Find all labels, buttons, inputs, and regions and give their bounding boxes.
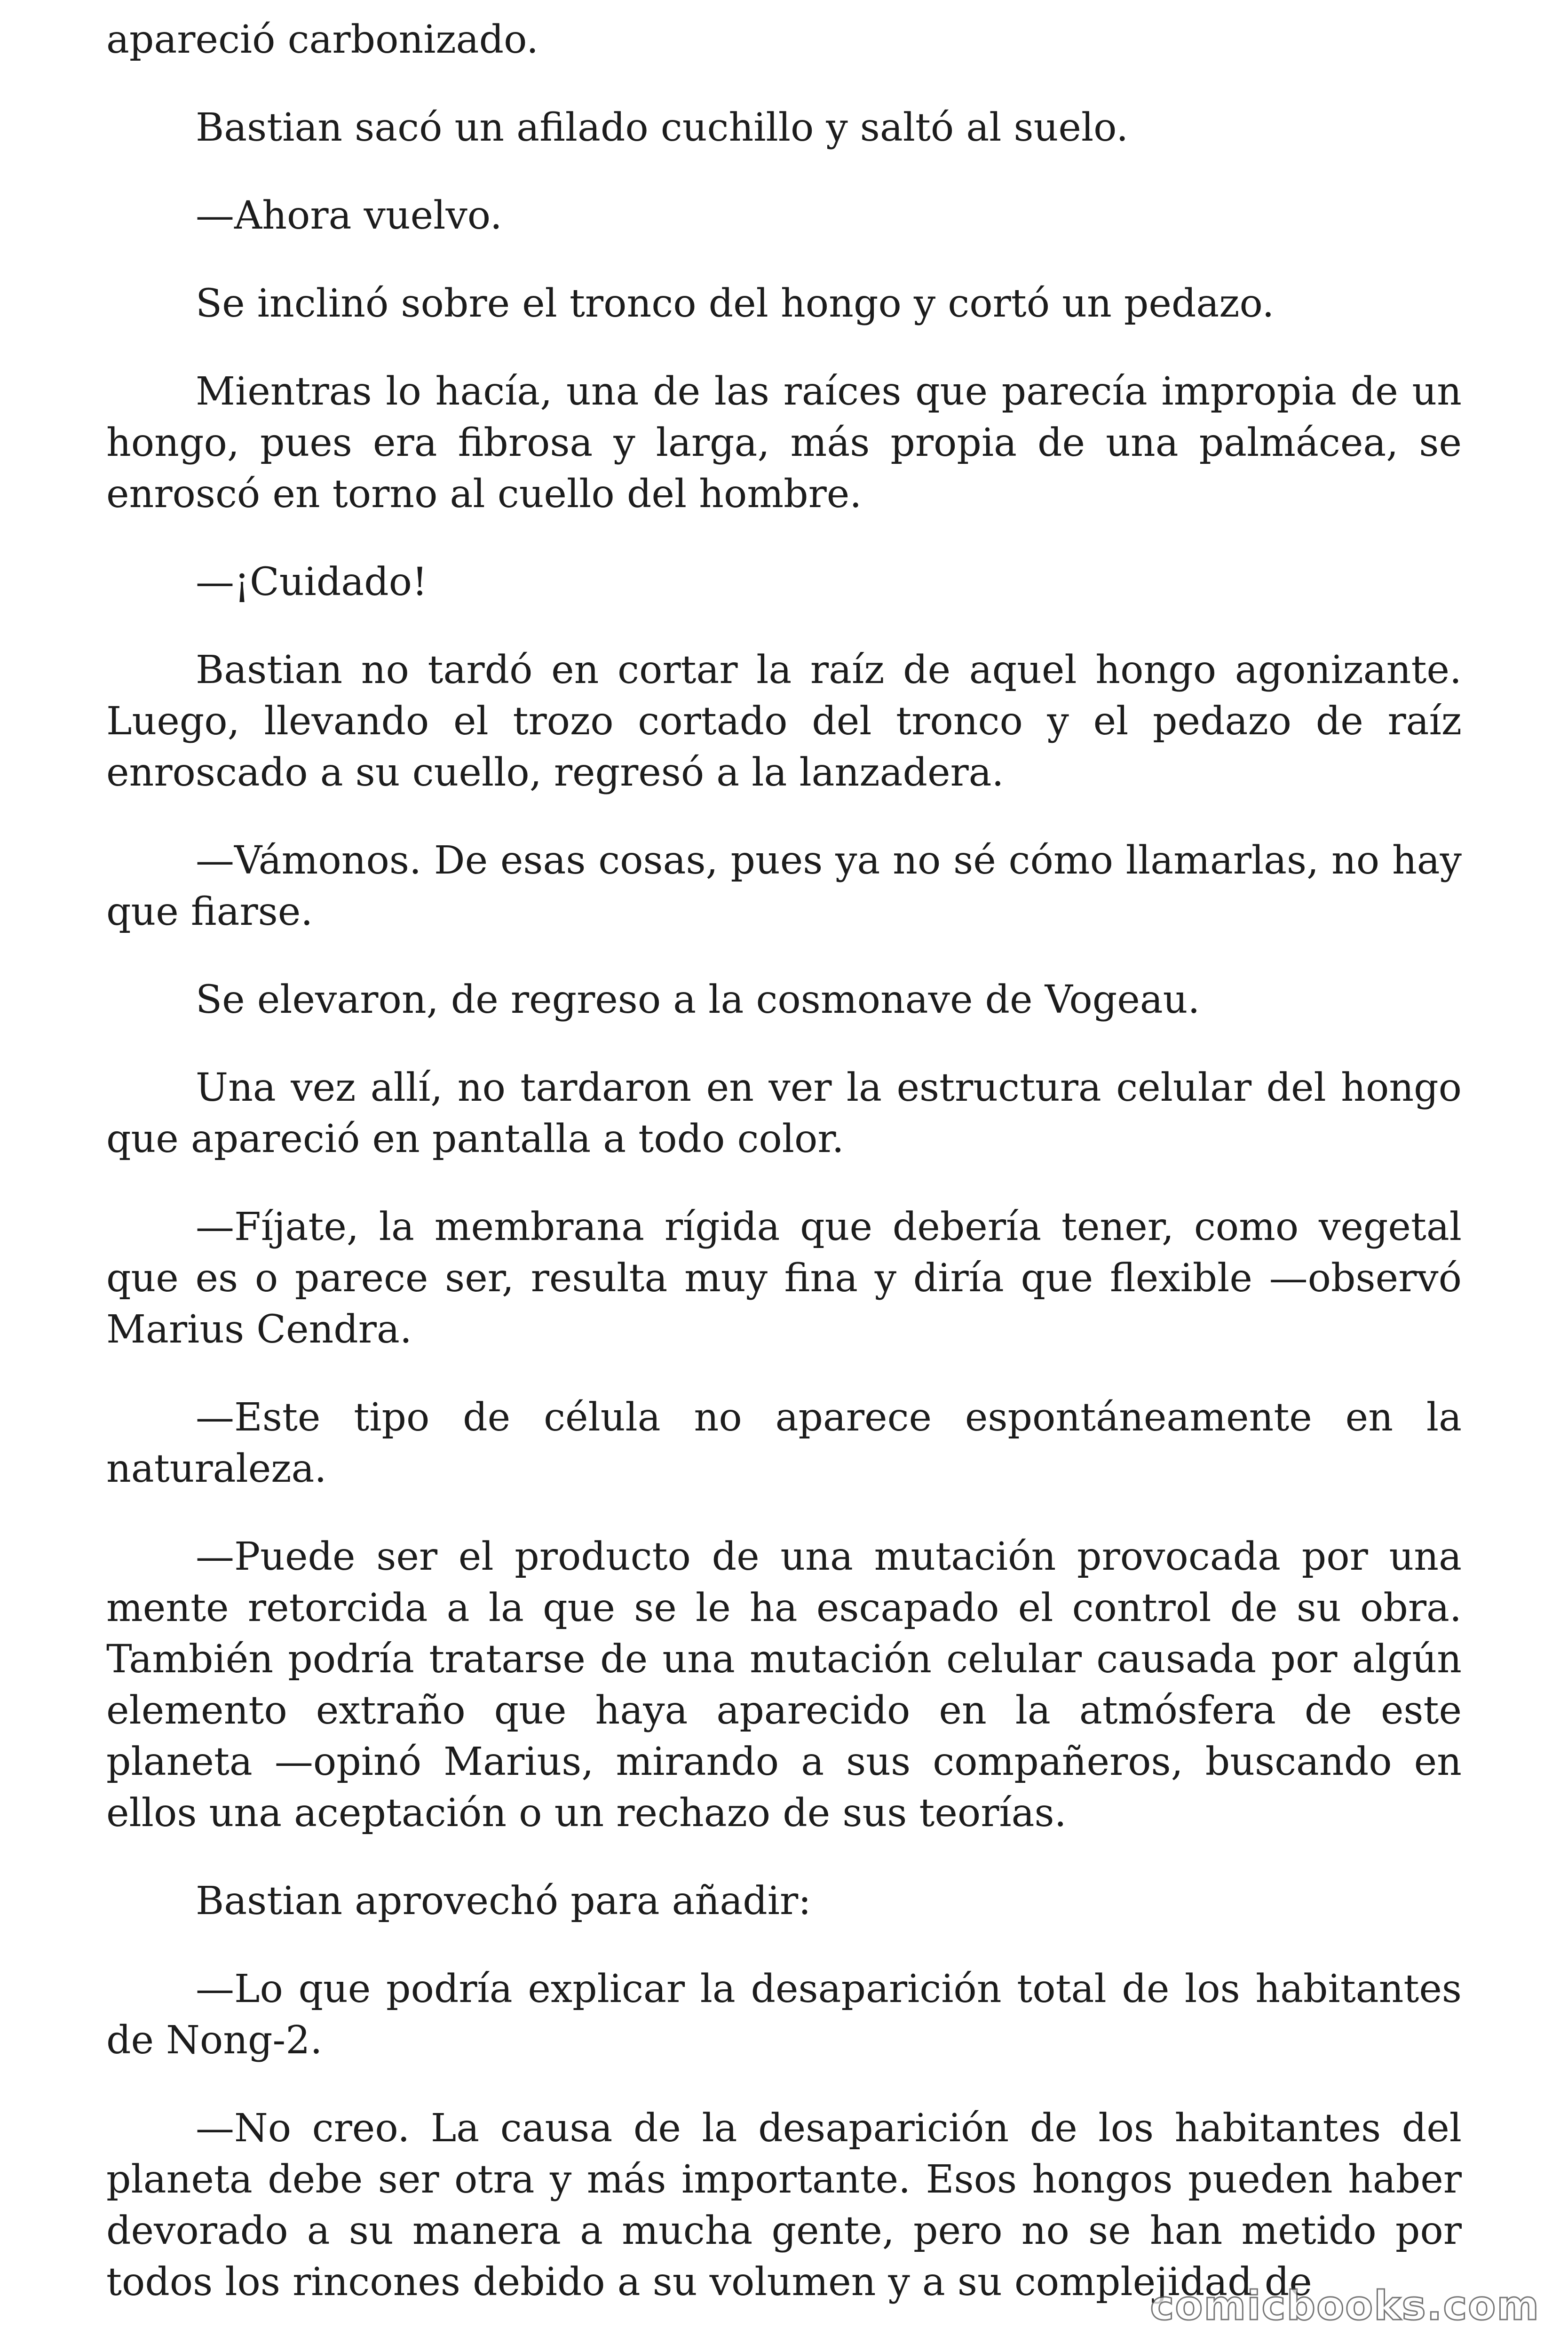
paragraph: —Lo que podría explicar la desaparición total de los habitantes de Nong-2. [106,1967,1462,2063]
body-text [106,14,1462,2344]
paragraph: —Este tipo de célula no aparece espontáneamente en la naturaleza. [106,1395,1462,1491]
paragraph: —Ahora vuelvo. [196,193,502,238]
watermark: comicbooks.com [1150,2282,1540,2329]
paragraph: Bastian no tardó en cortar la raíz de aquel hongo agonizante. Luego, llevando el trozo cortado del tronco y el pedazo de raíz enroscado a su cuello, regresó a la lanzadera. [106,648,1462,795]
paragraph: apareció carbonizado. [106,17,539,62]
paragraph: Bastian sacó un afilado cuchillo y saltó al suelo. [196,105,1129,150]
paragraph: Bastian aprovechó para añadir: [196,1879,811,1923]
paragraph: Se elevaron, de regreso a la cosmonave de Vogeau. [196,977,1200,1022]
paragraph: —Fíjate, la membrana rígida que debería tener, como vegetal que es o parece ser, resulta muy fina y diría que flexible —observó Marius Cendra. [106,1205,1462,1352]
paragraph: Una vez allí, no tardaron en ver la estructura celular del hongo que apareció en pantalla a todo color. [106,1065,1462,1161]
paragraph: —No creo. La causa de la desaparición de los habitantes del planeta debe ser otra y más importante. Esos hongos pueden haber devorado a su manera a mucha gente, pero no se han metido por todos los rincones debido a su volumen y a su complejidad de [106,2106,1462,2304]
paragraph: —Vámonos. De esas cosas, pues ya no sé cómo llamarlas, no hay que fiarse. [106,838,1462,934]
paragraph: Mientras lo hacía, una de las raíces que parecía impropia de un hongo, pues era fibrosa y larga, más propia de una palmácea, se enroscó en torno al cuello del hombre. [106,369,1462,516]
paragraph: —Puede ser el producto de una mutación provocada por una mente retorcida a la que se le ha escapado el control de su obra. También podría tratarse de una mutación celular causada por algún elemento extraño que haya aparecido en la atmósfera de este planeta —opinó Marius, mirando a sus compañeros, buscando en ellos una aceptación o un rechazo de sus teorías. [106,1534,1462,1836]
paragraph: —¡Cuidado! [196,560,428,604]
paragraph: Se inclinó sobre el tronco del hongo y cortó un pedazo. [196,281,1275,326]
